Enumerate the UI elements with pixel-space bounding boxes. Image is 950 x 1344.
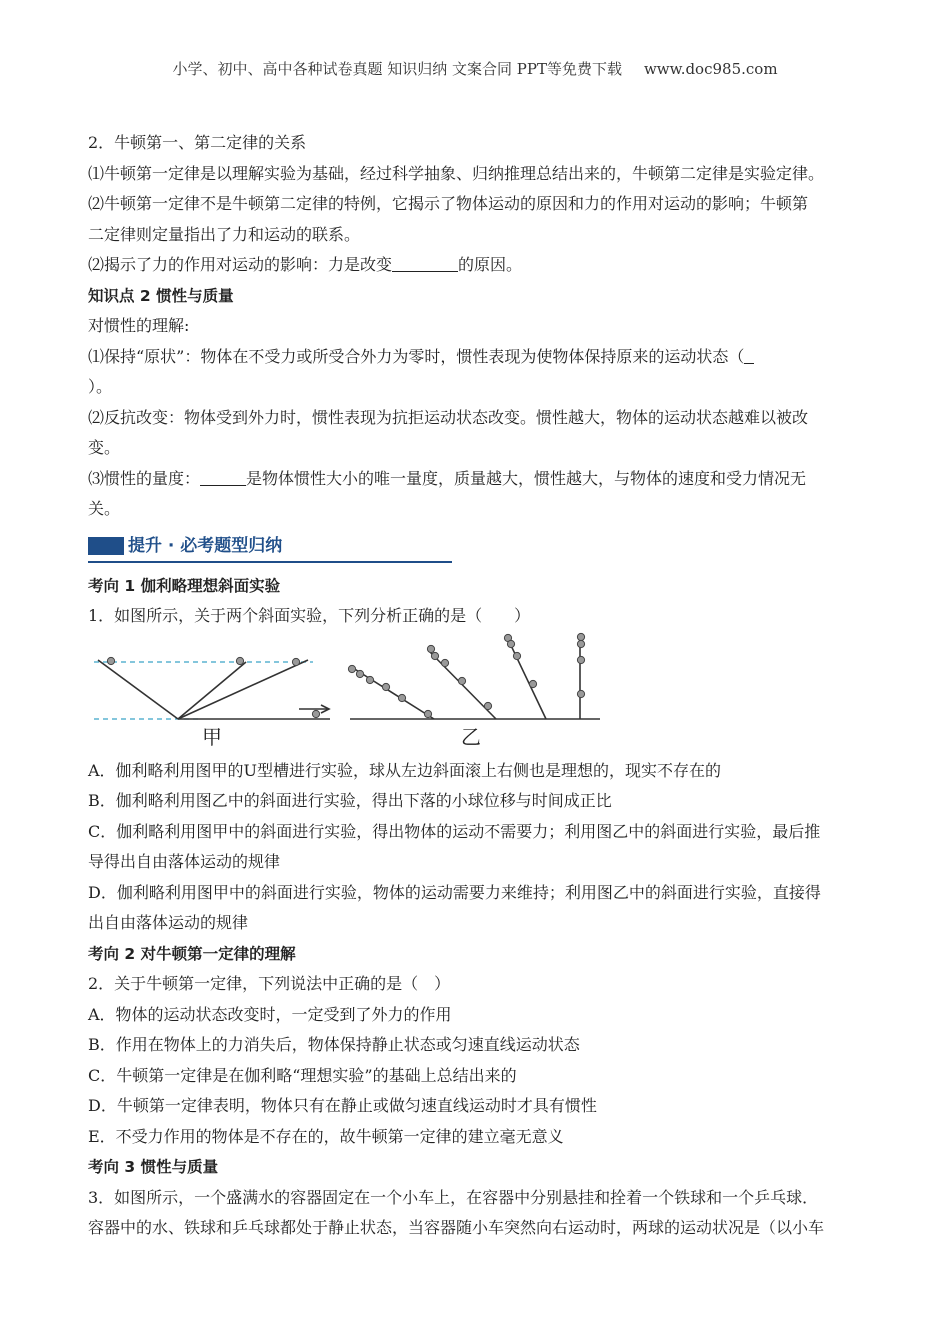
figure-jia	[94, 660, 330, 719]
question-stem: 2．关于牛顿第一定律，下列说法中正确的是（ ）	[88, 974, 451, 993]
question-stem: 3．如图所示，一个盛满水的容器固定在一个小车上，在容器中分别悬挂和拴着一个铁球和一个乒乓球．	[88, 1187, 819, 1207]
option-c[interactable]: C．伽利略利用图甲中的斜面进行实验，得出物体的运动不需要力；利用图乙中的斜面进行实验，最后推	[88, 821, 821, 841]
paragraph: 对惯性的理解:	[88, 316, 190, 335]
document-body	[88, 128, 866, 1244]
answer-blank[interactable]	[392, 251, 458, 272]
figure-label-yi: 乙	[461, 724, 481, 749]
balls-yi	[348, 633, 584, 717]
paragraph: ⑵牛顿第一定律不是牛顿第二定律的特例，它揭示了物体运动的原因和力的作用对运动的影响；牛顿第	[88, 194, 809, 213]
question-stem: 1．如图所示，关于两个斜面实验，下列分析正确的是（ ）	[88, 606, 531, 625]
paragraph: 变。	[88, 438, 121, 457]
option-b[interactable]: B．伽利略利用图乙中的斜面进行实验，得出下落的小球位移与时间成正比	[88, 791, 612, 810]
paragraph: 关。	[88, 499, 121, 518]
incline-shallow	[178, 660, 308, 719]
header-url[interactable]: www.doc985.com	[643, 60, 778, 78]
incline-steep	[178, 662, 246, 719]
section-title: 2．牛顿第一、第二定律的关系	[88, 133, 307, 152]
banner-title: 提升 · 必考题型归纳	[128, 535, 283, 556]
incline-1	[353, 668, 434, 719]
incline-figure	[88, 632, 866, 756]
paragraph: ）。	[88, 377, 113, 396]
topic-heading: 考向 2 对牛顿第一定律的理解	[88, 944, 296, 963]
option-b[interactable]: B．作用在物体上的力消失后，物体保持静止状态或匀速直线运动状态	[88, 1035, 580, 1054]
option-e[interactable]: E．不受力作用的物体是不存在的，故牛顿第一定律的建立毫无意义	[88, 1126, 564, 1146]
header-text: 小学、初中、高中各种试卷真题 知识归纳 文案合同 PPT等免费下载	[172, 60, 622, 78]
figure-label-jia: 甲	[202, 724, 222, 749]
incline-diagram	[88, 632, 608, 756]
page-header	[0, 58, 950, 79]
topic-heading: 考向 3 惯性与质量	[88, 1158, 219, 1176]
paragraph-with-blank: ⑴保持“原状”：物体在不受力或所受合外力为零时，惯性表现为使物体保持原来的运动状态（	[88, 342, 866, 373]
option-c[interactable]: C．牛顿第一定律是在伽利略“理想实验”的基础上总结出来的	[88, 1065, 517, 1085]
option-d-cont: 出自由落体运动的规律	[88, 913, 249, 932]
balls-jia	[107, 657, 319, 717]
topic-heading: 考向 1 伽利略理想斜面实验	[88, 576, 281, 595]
paragraph-with-blank: ⑵揭示了力的作用对运动的影响：力是改变 的原因。	[88, 250, 866, 281]
section-banner	[88, 529, 866, 563]
paragraph: ⑵反抗改变：物体受到外力时，惯性表现为抗拒运动状态改变。惯性越大，物体的运动状态越难以被改	[88, 407, 809, 427]
banner-bar	[88, 537, 124, 555]
paragraph: ⑴牛顿第一定律是以理解实验为基础，经过科学抽象、归纳推理总结出来的，牛顿第二定律是实验定律。	[88, 163, 825, 183]
left-incline	[98, 660, 178, 719]
option-a[interactable]: A．物体的运动状态改变时，一定受到了外力的作用	[88, 1004, 452, 1024]
option-d[interactable]: D．伽利略利用图甲中的斜面进行实验，物体的运动需要力来维持；利用图乙中的斜面进行实验，直接得	[88, 882, 821, 902]
option-a[interactable]: A．伽利略利用图甲的U型槽进行实验，球从左边斜面滚上右侧也是理想的，现实不存在的	[88, 760, 722, 780]
answer-blank[interactable]	[744, 343, 754, 364]
option-c-cont: 导得出自由落体运动的规律	[88, 852, 281, 871]
question-stem-cont: 容器中的水、铁球和乒乓球都处于静止状态，当容器随小车突然向右运动时，两球的运动状况是（以小车	[88, 1218, 825, 1237]
banner-underline	[88, 561, 452, 563]
knowledge-heading: 知识点 2 惯性与质量	[88, 286, 234, 305]
answer-blank[interactable]	[200, 465, 246, 486]
option-d[interactable]: D．牛顿第一定律表明，物体只有在静止或做匀速直线运动时才具有惯性	[88, 1096, 597, 1115]
figure-yi	[350, 635, 600, 719]
paragraph: 二定律则定量指出了力和运动的联系。	[88, 224, 361, 244]
paragraph-with-blank: ⑶惯性的量度： 是物体惯性大小的唯一量度，质量越大，惯性越大，与物体的速度和受力情况无	[88, 464, 866, 495]
